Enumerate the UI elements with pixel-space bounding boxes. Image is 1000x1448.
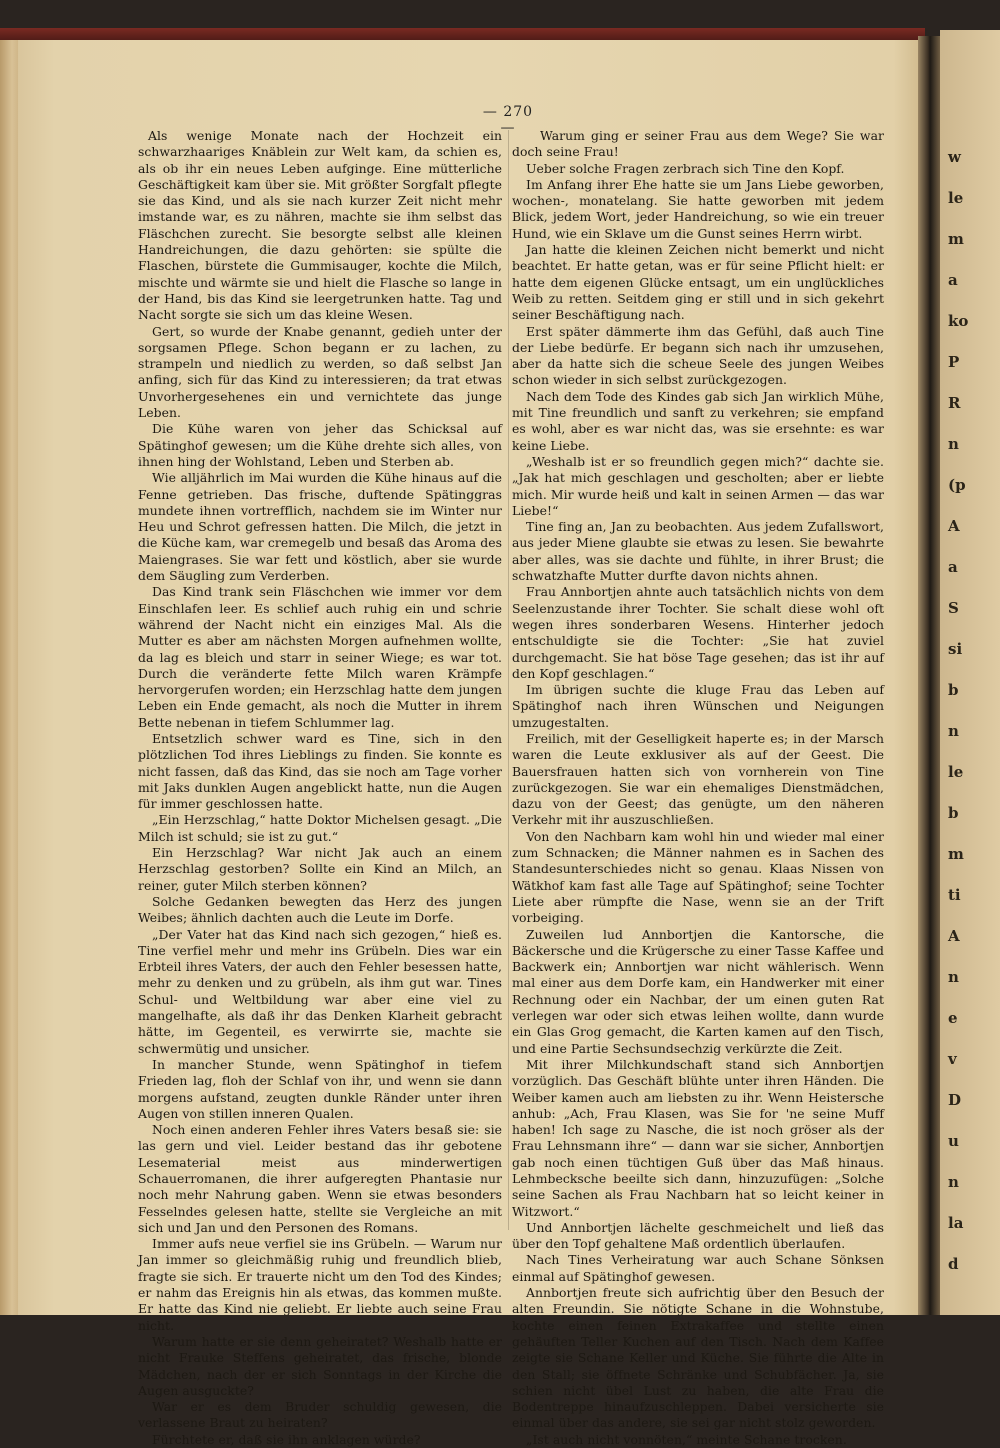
facing-page-letter: R — [948, 394, 961, 412]
paragraph: Freilich, mit der Geselligkeit haperte es; in der Marsch waren die Leute exklusiver als auf der Geest. Die Bauersfrauen hatten sich von vornherein von Tine zurückgezogen. Sie war ein ehemaliges Dienstmädchen, dazu von der Geest; das genügte, um den näheren Verkehr mit ihr auszuschließen. — [512, 730, 884, 828]
paragraph: Im Anfang ihrer Ehe hatte sie um Jans Liebe geworben, wochen-, monatelang. Sie hatte geworben mit jedem Blick, jedem Wort, jeder Handreichung, so wie ein treuer Hund, wie ein Sklave um die Gunst seines Herrn wirbt. — [512, 176, 884, 241]
paragraph: Zuweilen lud Annbortjen die Kantorsche, die Bäckersche und die Krügersche zu einer Tasse Kaffee und Backwerk ein; Annbortjen war nicht wählerisch. Wenn mal einer aus dem Dorfe kam, ein Handwerker mit einer Rechnung oder ein Nachbar, der um einen guten Rat verlegen war oder sich etwas leihen wollte, dann wurde ein Glas Grog gemacht, die Karten kamen auf den Tisch, und eine Partie Sechsundsechzig verkürzte die Zeit. — [512, 926, 884, 1056]
paragraph: Wie alljährlich im Mai wurden die Kühe hinaus auf die Fenne getrieben. Das frische, duftende Spätinggras mundete ihnen vortrefflich, nachdem sie im Winter nur Heu und Schrot gefressen hatten. Die Milch, die jetzt in die Küche kam, war cremegelb und besaß das Aroma des Maiengrases. Sie war fett und köstlich, aber sie wurde dem Säugling zum Verderben. — [138, 470, 502, 584]
column-divider — [508, 130, 509, 1230]
paragraph: Nach Tines Verheiratung war auch Schane Sönksen einmal auf Spätinghof gewesen. — [512, 1252, 884, 1284]
facing-page-letter: le — [948, 763, 964, 781]
paragraph: Nach dem Tode des Kindes gab sich Jan wirklich Mühe, mit Tine freundlich und sanft zu verkehren; sie empfand es wohl, aber es war nicht das, was sie ersehnte: es war keine Liebe. — [512, 388, 884, 453]
paragraph: Immer aufs neue verfiel sie ins Grübeln. — Warum nur Jan immer so gleichmäßig ruhig und freundlich blieb, fragte sie sich. Er trauerte nicht um den Tod des Kindes; er nahm das Ereignis hin als etwas, das kommen mußte. Er hatte das Kind nie geliebt. Er liebte auch seine Frau nicht. — [138, 1236, 502, 1333]
page-number: — 270 — — [482, 104, 534, 136]
paragraph: Warum hatte er sie denn geheiratet? Weshalb hatte er nicht Frauke Steffens geheiratet, das frische, blonde Mädchen, nach der er sich Sonntags in der Kirche die Augen ausguckte? — [138, 1333, 502, 1398]
paragraph: „Der Vater hat das Kind nach sich gezogen,“ hieß es. Tine verfiel mehr und mehr ins Grübeln. Dies war ein Erbteil ihres Vaters, der auch den Fehler besessen hatte, mehr zu denken und zu grübeln, als ihm gut war. Tines Schul- und Weltbildung war aber eine viel zu mangelhafte, als daß ihr das Denken Klarheit gebracht hätte, im Gegenteil, es verwirrte sie, machte sie schwermütig und unsicher. — [138, 926, 502, 1056]
page-stack-edge — [0, 40, 20, 1315]
paragraph: Jan hatte die kleinen Zeichen nicht bemerkt und nicht beachtet. Er hatte getan, was er für seine Pflicht hielt: er hatte dem eigenen Glücke entsagt, um ein unglückliches Weib zu retten. Seitdem ging er still und in sich gekehrt seiner Beschäftigung nach. — [512, 242, 884, 323]
facing-page-letter: n — [948, 1173, 959, 1191]
paragraph: „Weshalb ist er so freundlich gegen mich?“ dachte sie. „Jak hat mich geschlagen und gescholten; aber er liebte mich. Mir wurde heiß und kalt in seinen Armen — das war Liebe!“ — [512, 453, 884, 518]
paragraph: Das Kind trank sein Fläschchen wie immer vor dem Einschlafen leer. Es schlief auch ruhig ein und schrie während der Nacht nicht ein einziges Mal. Als die Mutter es aber am nächsten Morgen aufnehmen wollte, da lag es bleich und starr in seiner Wiege; es war tot. Durch die veränderte fette Milch waren Krämpfe hervorgerufen worden; ein Herzschlag hatte dem jungen Leben ein Ende gemacht, als noch die Mutter in ihrem Bette nebenan in tiefem Schlummer lag. — [138, 584, 502, 730]
facing-page-letter: n — [948, 435, 959, 453]
paragraph: Von den Nachbarn kam wohl hin und wieder mal einer zum Schnacken; die Männer nahmen es in Sachen des Standesunterschiedes nicht so genau. Klaas Nissen von Wätkhof kam fast alle Tage auf Spätinghof; seine Tochter Liete aber rümpfte die Nase, wenn sie an der Trift vorbeiging. — [512, 828, 884, 926]
paragraph: Gert, so wurde der Knabe genannt, gedieh unter der sorgsamen Pflege. Schon begann er zu lachen, zu strampeln und niedlich zu werden, so daß selbst Jan anfing, sich für das Kind zu interessieren; da trat etwas Unvorhergesehenes ein und vernichtete das junge Leben. — [138, 323, 502, 421]
paragraph: Warum ging er seiner Frau aus dem Wege? Sie war doch seine Frau! — [512, 128, 884, 160]
paragraph: Fürchtete er, daß sie ihn anklagen würde? — [152, 1431, 421, 1447]
facing-page-letter: a — [948, 271, 958, 289]
facing-page-letter: b — [948, 681, 959, 699]
paragraph: Entsetzlich schwer ward es Tine, sich in den plötzlichen Tod ihres Lieblings zu finden. Sie konnte es nicht fassen, daß das Kind, das sie noch am Tage vorher mit Jaks dunklen Augen angeblickt hatte, nun die Augen für immer geschlossen hatte. — [138, 730, 502, 812]
facing-page-letter: e — [948, 1009, 958, 1027]
paragraph: „Ein Herzschlag,“ hatte Doktor Michelsen gesagt. „Die Milch ist schuld; sie ist zu gut.“ — [138, 812, 502, 844]
facing-page-letter: ti — [948, 886, 961, 904]
paragraph: „Ist auch nicht vonnöten,“ meinte Schane trocken. — [526, 1431, 847, 1447]
facing-page-letter: S — [948, 599, 959, 617]
paragraph: Die Kühe waren von jeher das Schicksal auf Spätinghof gewesen; um die Kühe drehte sich alles, von ihnen hing der Wohlstand, Leben und Sterben ab. — [138, 421, 502, 469]
paragraph: Ueber solche Fragen zerbrach sich Tine den Kopf. — [526, 160, 845, 176]
facing-page-fragment — [940, 30, 1000, 1315]
paragraph: Noch einen anderen Fehler ihres Vaters besaß sie: sie las gern und viel. Leider bestand das ihr gebotene Lesematerial meist aus minderwertigen Schauerromanen, die ihrer aufgeregten Phantasie nur noch mehr Nahrung gaben. Wenn sie etwas besonders Fesselndes gelesen hatte, stellte sie Vergleiche an mit sich und Jan und den Personen des Romans. — [138, 1122, 502, 1235]
facing-page-letter: ko — [948, 312, 969, 330]
facing-page-letter: A — [948, 927, 960, 945]
facing-page-letter: a — [948, 558, 958, 576]
paragraph: War er es dem Bruder schuldig gewesen, die verlassene Braut zu heiraten? — [138, 1399, 502, 1431]
facing-page-letter: si — [948, 640, 963, 658]
facing-page-letter: d — [948, 1255, 959, 1273]
facing-page-letter: (p — [948, 476, 966, 494]
facing-page-letter: P — [948, 353, 960, 371]
facing-page-letter: n — [948, 722, 959, 740]
facing-page-letter: D — [948, 1091, 962, 1109]
paragraph: Ein Herzschlag? War nicht Jak auch an einem Herzschlag gestorben? Sollte ein Kind an Milch, an reiner, guter Milch sterben können? — [138, 845, 502, 893]
facing-page-letter: w — [948, 148, 961, 166]
facing-page-letter: n — [948, 968, 959, 986]
paragraph: Im übrigen suchte die kluge Frau das Leben auf Spätinghof nach ihren Wünschen und Neigungen umzugestalten. — [512, 682, 884, 730]
paragraph: Annbortjen freute sich aufrichtig über den Besuch der alten Freundin. Sie nötigte Schane in die Wohnstube, kochte einen feinen Extrakaffee und stellte einen gehäuften Teller Kuchen auf den Tisch. Nach dem Kaffee zeigte sie Schane Keller und Küche. Sie führte die Alte in den Stall; sie öffnete Schränke und Schubfächer. Ja, sie schien nicht übel Lust zu haben, die alte Frau die Bodentreppe hinaufzuschleppen. Dabei versicherte sie einmal über das andere, sie sei gar nicht stolz geworden. — [512, 1285, 884, 1431]
paragraph: Tine fing an, Jan zu beobachten. Aus jedem Zufallswort, aus jeder Miene glaubte sie etwas zu lesen. Sie bewahrte aber alles, was sie dachte und fühlte, in ihrer Brust; die schwatzhafte Mutter durfte davon nichts ahnen. — [512, 519, 884, 584]
facing-page-letter: b — [948, 804, 959, 822]
paragraph: In mancher Stunde, wenn Spätinghof in tiefem Frieden lag, floh der Schlaf von ihr, und wenn sie dann morgens aufstand, zeugten dunkle Ränder unter ihren Augen von stillen inneren Qualen. — [138, 1056, 502, 1121]
facing-page-letter: le — [948, 189, 964, 207]
facing-page-letter: m — [948, 230, 964, 248]
paragraph: Frau Annbortjen ahnte auch tatsächlich nichts von dem Seelenzustande ihrer Tochter. Sie schalt diese wohl oft wegen ihres sonderbaren Wesens. Hinterher jedoch entschuldigte sie die Tochter: „Sie hat zuviel durchgemacht. Sie hat böse Tage gesehen; das ist ihr auf den Kopf geschlagen.“ — [512, 584, 884, 681]
facing-page-letter: v — [948, 1050, 957, 1068]
facing-page-letter: m — [948, 845, 964, 863]
paragraph: Solche Gedanken bewegten das Herz des jungen Weibes; ähnlich dachten auch die Leute im Dorfe. — [138, 893, 502, 926]
paragraph: Als wenige Monate nach der Hochzeit ein schwarzhaariges Knäblein zur Welt kam, da schien es, als ob ihr ein neues Leben aufginge. Eine mütterliche Geschäftigkeit kam über sie. Mit größter Sorgfalt pflegte sie das Kind, und als sie nach kurzer Zeit nicht mehr imstande war, es zu nähren, machte sie ihm selbst das Fläschchen zurecht. Sie besorgte selbst alle kleinen Handreichungen, die dazu gehörten: sie spülte die Flaschen, bürstete die Gummisauger, kochte die Milch, mischte und wärmte sie und hielt die Flasche so lange in der Hand, bis das Kind sie leergetrunken hatte. Tag und Nacht sorgte sie sich um das kleine Wesen. — [138, 128, 502, 323]
book-gutter — [918, 36, 940, 1315]
paragraph: Erst später dämmerte ihm das Gefühl, daß auch Tine der Liebe bedürfe. Er begann sich nach ihr umzusehen, aber da hatte sich die scheue Seele des jungen Weibes schon wieder in sich selbst zurückgezogen. — [512, 323, 884, 388]
facing-page-letter: la — [948, 1214, 964, 1232]
paragraph: Und Annbortjen lächelte geschmeichelt und ließ das über den Topf gehaltene Maß ordentlich überlaufen. — [512, 1219, 884, 1252]
text-column-right — [512, 128, 884, 1448]
facing-page-letter: u — [948, 1132, 959, 1150]
paragraph: Mit ihrer Milchkundschaft stand sich Annbortjen vorzüglich. Das Geschäft blühte unter ihren Händen. Die Weiber kamen auch am liebsten zu ihr. Wenn Heistersche anhub: „Ach, Frau Klasen, was Sie for 'ne seine Muff haben! Ich sage zu Nasche, die ist noch gröser als der Frau Lehnsmann ihre“ — dann war sie sicher, Annbortjen gab noch einen tüchtigen Guß über das Maß hinaus. Lehmbecksche beeilte sich dann, hinzuzufügen: „Solche seine Sachen als Frau Nachbarn hat so leicht keiner in Witzwort.“ — [512, 1056, 884, 1219]
text-column-left — [138, 128, 502, 1448]
facing-page-letter: A — [948, 517, 960, 535]
